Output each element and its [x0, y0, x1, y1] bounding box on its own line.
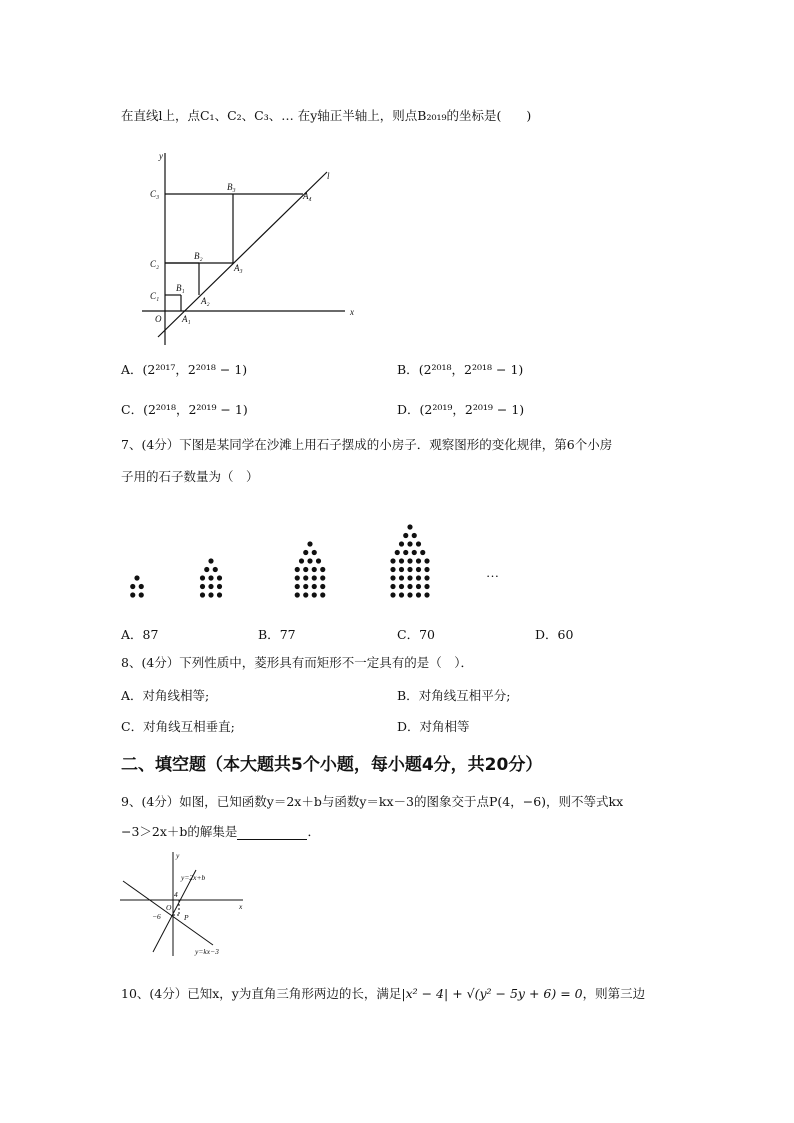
- stone-house-3: [295, 584, 300, 589]
- q10-stem-suffix: ，则第三边: [582, 986, 646, 1001]
- stone-roof-house-3: [316, 558, 321, 563]
- stone-house-2: [200, 592, 205, 597]
- q7-option-b[interactable]: B．77: [258, 627, 296, 642]
- q9-stem-end: ．: [307, 824, 320, 839]
- stone-roof-house-3: [307, 558, 312, 563]
- stone-house-4: [399, 592, 404, 597]
- q6-option-a[interactable]: A．(2²⁰¹⁷，2²⁰¹⁸ − 1): [121, 362, 248, 377]
- stone-roof-house-4: [407, 541, 412, 546]
- stone-roof-house-4: [403, 550, 408, 555]
- stone-house-4: [424, 558, 429, 563]
- stone-house-4: [390, 584, 395, 589]
- q7-stem-line2: 子用的石子数量为（ ）: [121, 469, 259, 484]
- stone-house-3: [295, 592, 300, 597]
- stone-house-3: [303, 575, 308, 580]
- stone-house-4: [407, 567, 412, 572]
- q7-ellipsis: …: [486, 565, 499, 580]
- q7-option-d[interactable]: D．60: [535, 627, 574, 642]
- stone-house-4: [407, 584, 412, 589]
- stone-house-3: [320, 584, 325, 589]
- stone-roof-house-4: [412, 533, 417, 538]
- q10-expression: |x² − 4| + √(y² − 5y + 6) = 0: [401, 986, 583, 1001]
- stone-house-4: [390, 567, 395, 572]
- q8-option-c[interactable]: C．对角线互相垂直;: [121, 719, 235, 734]
- q9-point-p: P: [184, 913, 189, 922]
- stone-roof-house-3: [307, 541, 312, 546]
- stone-roof-house-3: [299, 558, 304, 563]
- q8-option-a[interactable]: A．对角线相等;: [121, 688, 210, 703]
- stone-house-2: [208, 584, 213, 589]
- stone-roof-house-4: [407, 524, 412, 529]
- q7-option-c[interactable]: C．70: [397, 627, 435, 642]
- stone-house-4: [390, 558, 395, 563]
- stone-roof-house-4: [403, 533, 408, 538]
- q6-figure: [140, 145, 370, 350]
- stone-roof-house-3: [303, 550, 308, 555]
- stone-roof-house-2: [213, 567, 218, 572]
- q6-option-c[interactable]: C．(2²⁰¹⁸，2²⁰¹⁹ − 1): [121, 402, 248, 417]
- b1-label: B₁: [176, 283, 185, 293]
- a3-label: A₃: [234, 263, 243, 273]
- stone-house-1: [130, 592, 135, 597]
- line-l-label: l: [327, 171, 330, 181]
- stone-house-4: [424, 592, 429, 597]
- q9-stem-line1: 9、(4分）如图，已知函数y＝2x＋b与函数y＝kx－3的图象交于点P(4，−6)，则不等式kx: [121, 794, 624, 809]
- stone-house-1: [130, 584, 135, 589]
- q9-stem-line2: [121, 824, 320, 840]
- stone-house-1: [139, 592, 144, 597]
- stone-house-3: [312, 584, 317, 589]
- q9-stem-line2-text: −3＞2x＋b的解集是: [121, 824, 238, 839]
- q7-figure: [120, 500, 510, 610]
- stone-house-3: [303, 584, 308, 589]
- stone-roof-house-4: [420, 550, 425, 555]
- a1-label: A₁: [182, 314, 191, 324]
- stone-house-2: [217, 592, 222, 597]
- stone-house-4: [407, 558, 412, 563]
- q10-stem: [121, 986, 645, 1002]
- line-l: [158, 172, 327, 337]
- q8-option-d[interactable]: D．对角相等: [397, 719, 470, 734]
- stone-roof-house-2: [208, 558, 213, 563]
- c3-label: C₃: [150, 189, 160, 199]
- stone-house-2: [208, 575, 213, 580]
- stone-roof-house-4: [412, 550, 417, 555]
- stone-house-1: [139, 584, 144, 589]
- stone-house-4: [416, 575, 421, 580]
- stone-house-2: [208, 592, 213, 597]
- stone-house-3: [312, 592, 317, 597]
- stone-roof-house-2: [204, 567, 209, 572]
- stone-house-2: [217, 584, 222, 589]
- q9-axis-y-label: y: [176, 851, 180, 860]
- a2-label: A₂: [201, 296, 210, 306]
- stone-house-4: [416, 567, 421, 572]
- stone-house-2: [200, 575, 205, 580]
- stone-house-4: [424, 575, 429, 580]
- q6-option-b[interactable]: B．(2²⁰¹⁸，2²⁰¹⁸ − 1): [397, 362, 524, 377]
- stone-house-4: [416, 584, 421, 589]
- stone-house-4: [399, 567, 404, 572]
- q9-answer-blank[interactable]: [237, 827, 307, 840]
- q8-stem: 8、(4分）下列性质中，菱形具有而矩形不一定具有的是（ ）．: [121, 655, 474, 670]
- stone-house-2: [200, 584, 205, 589]
- stone-house-3: [312, 575, 317, 580]
- q6-stem: 在直线l上，点C₁、C₂、C₃、… 在y轴正半轴上，则点B₂₀₁₉的坐标是( ): [121, 108, 532, 123]
- q9-line2-label: y=kx−3: [195, 947, 219, 956]
- stone-house-3: [295, 567, 300, 572]
- stone-house-4: [424, 567, 429, 572]
- stone-house-2: [217, 575, 222, 580]
- q9-origin-label: O: [166, 903, 172, 912]
- q9-figure: [118, 848, 253, 960]
- stone-house-3: [303, 567, 308, 572]
- stone-house-4: [407, 575, 412, 580]
- stone-house-4: [407, 592, 412, 597]
- stone-roof-house-4: [395, 550, 400, 555]
- stone-house-3: [320, 575, 325, 580]
- q6-option-d[interactable]: D．(2²⁰¹⁹，2²⁰¹⁹ − 1): [397, 402, 525, 417]
- stone-roof-house-1: [134, 575, 139, 580]
- b3-label: B₃: [227, 182, 236, 192]
- q9-tick-x: 4: [174, 890, 178, 899]
- q10-stem-prefix: 10、(4分）已知x，y为直角三角形两边的长，满足: [121, 986, 402, 1001]
- axis-x-label: x: [350, 307, 354, 317]
- stone-house-3: [320, 567, 325, 572]
- a4-label: A₄: [303, 191, 312, 201]
- stone-house-4: [416, 592, 421, 597]
- stone-house-4: [390, 575, 395, 580]
- c1-label: C₁: [150, 291, 160, 301]
- stone-house-4: [416, 558, 421, 563]
- c2-label: C₂: [150, 259, 160, 269]
- stone-house-4: [399, 584, 404, 589]
- stone-house-4: [390, 592, 395, 597]
- q9-tick-y: −6: [152, 912, 161, 921]
- q7-stem-line1: 7、(4分）下图是某同学在沙滩上用石子摆成的小房子．观察图形的变化规律，第6个小房: [121, 437, 613, 452]
- b2-label: B₂: [194, 251, 203, 261]
- stone-house-3: [303, 592, 308, 597]
- stone-roof-house-3: [312, 550, 317, 555]
- axis-y-label: y: [159, 151, 163, 161]
- q9-line-2x-b: [153, 870, 196, 952]
- q8-option-b[interactable]: B．对角线互相平分;: [397, 688, 511, 703]
- q9-line-kx-3: [123, 881, 213, 945]
- section-2-heading: 二、填空题（本大题共5个小题，每小题4分，共20分）: [121, 755, 543, 775]
- stone-roof-house-4: [416, 541, 421, 546]
- stone-house-3: [312, 567, 317, 572]
- q9-axis-x-label: x: [239, 902, 243, 911]
- stone-house-3: [320, 592, 325, 597]
- q7-option-a[interactable]: A．87: [121, 627, 159, 642]
- origin-label: O: [155, 314, 162, 324]
- stone-house-4: [399, 558, 404, 563]
- q9-line1-label: y=2x+b: [181, 873, 206, 882]
- stone-house-3: [295, 575, 300, 580]
- stone-house-4: [424, 584, 429, 589]
- stone-house-4: [399, 575, 404, 580]
- stone-roof-house-4: [399, 541, 404, 546]
